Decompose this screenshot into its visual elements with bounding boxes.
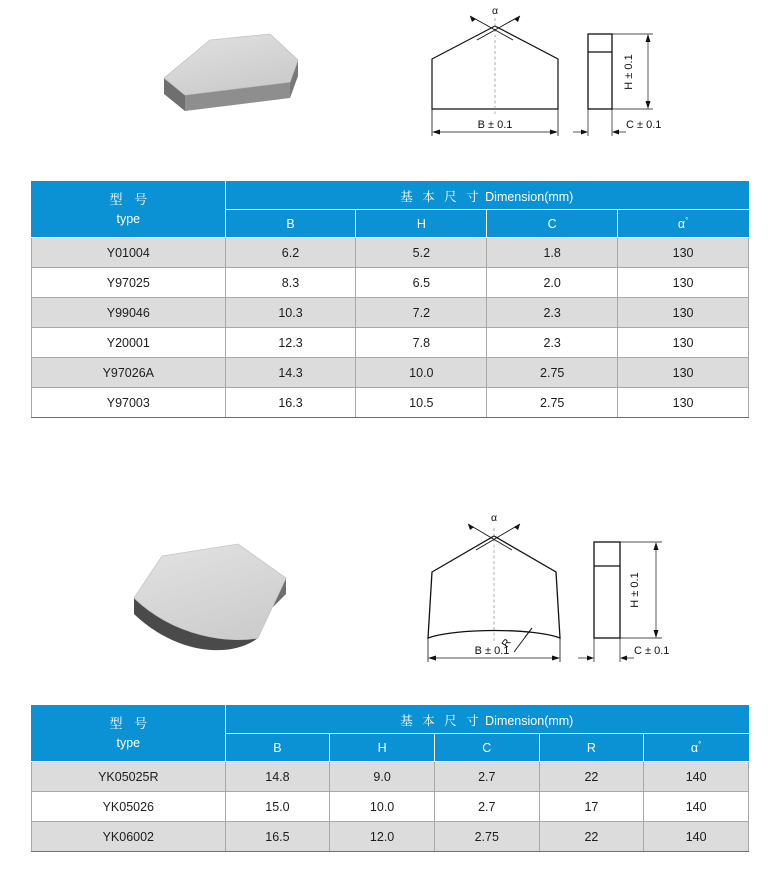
- cell-h: 7.8: [356, 328, 487, 358]
- cell-: 140: [644, 822, 749, 852]
- table-row: [32, 328, 749, 358]
- cell-type: YK05026: [32, 792, 226, 822]
- cell-: 130: [618, 298, 749, 328]
- cell-c: 2.75: [487, 388, 618, 418]
- col-header-h-1: H: [356, 210, 487, 238]
- header-type-1: [32, 182, 226, 238]
- spec-table-1: [31, 181, 749, 418]
- radius-tip-3d-render: [118, 526, 313, 651]
- cell-: 130: [618, 388, 749, 418]
- cell-b: 6.2: [225, 238, 356, 268]
- header-dimension-en-2: Dimension(mm): [485, 713, 574, 728]
- header-type-en-2: type: [116, 735, 141, 750]
- angle-label-2: α: [490, 512, 498, 524]
- col-header-alpha-1: [618, 210, 749, 238]
- cell-: 130: [618, 358, 749, 388]
- h-dimension-label-2: H ± 0.1: [629, 572, 641, 608]
- cell-type: Y97003: [32, 388, 226, 418]
- table-row: [32, 238, 749, 268]
- cell-h: 5.2: [356, 238, 487, 268]
- r-dimension-label-2: R: [499, 636, 514, 650]
- spec-table-body-1: [32, 238, 749, 418]
- table-row: [32, 388, 749, 418]
- header-dimension-group-2: [225, 706, 748, 734]
- header-type-cn-1: 型 号: [109, 192, 152, 208]
- cell-b: 12.3: [225, 328, 356, 358]
- cell-: 140: [644, 762, 749, 792]
- cell-c: 1.8: [487, 238, 618, 268]
- technical-drawing-1: [410, 4, 675, 144]
- pentagon-tip-3d-render: [138, 14, 318, 129]
- cell-h: 10.0: [330, 792, 435, 822]
- cell-type: Y01004: [32, 238, 226, 268]
- cell-h: 10.5: [356, 388, 487, 418]
- cell-r: 22: [539, 822, 644, 852]
- b-dimension-label-1: B ± 0.1: [477, 119, 513, 131]
- header-type-2: [32, 706, 226, 762]
- col-header-c-1: C: [487, 210, 618, 238]
- table-row: [32, 792, 749, 822]
- degree-icon-2: °: [698, 739, 702, 749]
- cell-type: Y20001: [32, 328, 226, 358]
- cell-b: 8.3: [225, 268, 356, 298]
- technical-drawing-2: [404, 510, 684, 670]
- spec-table-body-2: [32, 762, 749, 852]
- render-cell-2: [0, 500, 400, 678]
- cell-type: Y99046: [32, 298, 226, 328]
- col-header-alpha-text-1: α: [677, 217, 686, 232]
- col-header-r-2: R: [539, 734, 644, 762]
- degree-icon-1: °: [685, 215, 689, 225]
- table-row: [32, 762, 749, 792]
- cell-h: 10.0: [356, 358, 487, 388]
- angle-label-1: α: [491, 5, 499, 17]
- col-header-alpha-2: [644, 734, 749, 762]
- cell-: 140: [644, 792, 749, 822]
- cell-r: 17: [539, 792, 644, 822]
- cell-c: 2.7: [434, 792, 539, 822]
- cell-: 130: [618, 268, 749, 298]
- product-block-1: [0, 0, 779, 152]
- header-dimension-group-1: [225, 182, 748, 210]
- cell-type: YK06002: [32, 822, 226, 852]
- cell-r: 22: [539, 762, 644, 792]
- cell-h: 6.5: [356, 268, 487, 298]
- cell-h: 9.0: [330, 762, 435, 792]
- table-row: [32, 822, 749, 852]
- col-header-alpha-text-2: α: [690, 741, 699, 756]
- cell-c: 2.3: [487, 298, 618, 328]
- product-block-2: [0, 500, 779, 678]
- cell-b: 16.5: [225, 822, 330, 852]
- cell-b: 14.3: [225, 358, 356, 388]
- cell-type: YK05025R: [32, 762, 226, 792]
- table-row: [32, 268, 749, 298]
- render-cell-1: [0, 0, 400, 152]
- table-row: [32, 298, 749, 328]
- cell-type: Y97026A: [32, 358, 226, 388]
- cell-c: 2.7: [434, 762, 539, 792]
- c-dimension-label-1: C ± 0.1: [626, 119, 662, 131]
- cell-h: 12.0: [330, 822, 435, 852]
- h-dimension-label-1: H ± 0.1: [623, 54, 635, 90]
- header-dimension-cn-1: 基 本 尺 寸: [400, 189, 482, 204]
- col-header-b-1: B: [225, 210, 356, 238]
- cell-b: 16.3: [225, 388, 356, 418]
- col-header-h-2: H: [330, 734, 435, 762]
- cell-type: Y97025: [32, 268, 226, 298]
- header-dimension-en-1: Dimension(mm): [485, 189, 574, 204]
- spec-table-wrapper-2: [31, 705, 749, 852]
- cell-h: 7.2: [356, 298, 487, 328]
- cell-b: 10.3: [225, 298, 356, 328]
- cell-b: 14.8: [225, 762, 330, 792]
- col-header-b-2: B: [225, 734, 330, 762]
- cell-c: 2.3: [487, 328, 618, 358]
- col-header-c-2: C: [434, 734, 539, 762]
- cell-: 130: [618, 238, 749, 268]
- cell-: 130: [618, 328, 749, 358]
- cell-b: 15.0: [225, 792, 330, 822]
- header-type-en-1: type: [116, 211, 141, 226]
- header-type-cn-2: 型 号: [109, 716, 152, 732]
- cell-c: 2.0: [487, 268, 618, 298]
- table-row: [32, 358, 749, 388]
- drawing-cell-2: [400, 500, 779, 678]
- c-dimension-label-2: C ± 0.1: [634, 645, 670, 657]
- drawing-cell-1: [400, 0, 779, 152]
- b-dimension-label-2: B ± 0.1: [474, 645, 510, 657]
- spec-table-wrapper-1: [31, 181, 749, 418]
- spec-table-2: [31, 705, 749, 852]
- cell-c: 2.75: [487, 358, 618, 388]
- header-dimension-cn-2: 基 本 尺 寸: [400, 713, 482, 728]
- cell-c: 2.75: [434, 822, 539, 852]
